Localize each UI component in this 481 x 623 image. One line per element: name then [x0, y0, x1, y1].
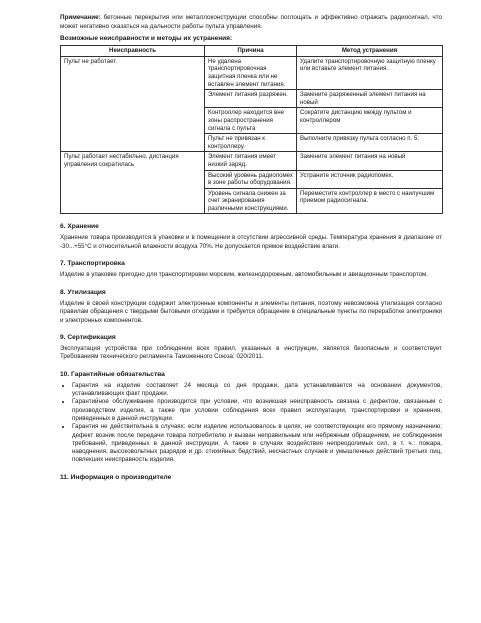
- fix-cell: Сократите дистанцию между пультом и контроллером: [297, 108, 443, 134]
- cause-cell: Контроллер находится вне зоны распространения сигнала с пульта: [205, 108, 297, 134]
- section-10-heading: 10. Гарантийные обязательства: [60, 370, 165, 378]
- fault-cell: Пульт работает нестабильно, дистанция управления сократилась: [61, 152, 205, 214]
- list-item: • Гарантийное обслуживание производится при условии, что возникшая неисправность связана с дефектом, связанным с производством изделия, а также при условии соблюдения всех правил эксплуатации, транспортировки и хранения, приведенных в данной инструкции.: [72, 398, 442, 423]
- list-item: • Гарантия на изделие составляет 24 месяца со дня продажи, дата устанавливается на основании документов, устанавливающих факт продажи.: [72, 382, 442, 399]
- section-8-heading: 8. Утилизация: [60, 288, 106, 296]
- cause-cell: Уровень сигнала снижен за счет экранирования различными конструкциями.: [205, 188, 297, 214]
- header-fix: Метод устранения: [297, 46, 443, 57]
- cause-cell: Не удалена транспортировочная защитная пленка или не вставлен элемент питания.: [205, 56, 297, 89]
- table-row: [61, 56, 443, 89]
- cause-cell: Элемент питания имеет низкий заряд.: [205, 152, 297, 170]
- header-cause: Причина: [205, 46, 297, 57]
- cause-cell: Элемент питания разряжен.: [205, 90, 297, 108]
- table-row: [61, 152, 443, 170]
- warranty-list: [60, 382, 442, 465]
- fault-cell: Пульт не работает.: [61, 56, 205, 152]
- cause-cell: Высокий уровень радиопомех в зоне работы оборудования.: [205, 170, 297, 188]
- section-11-heading: 11. Информация о производителе: [60, 473, 172, 481]
- note-label: Примечание:: [60, 14, 101, 21]
- fix-cell: Замените разряженный элемент питания на новый: [297, 90, 443, 108]
- cause-cell: Пульт не привязан к контроллеру.: [205, 134, 297, 152]
- note-text: бетонные перекрытия или металлоконструкции способны поглощать и эффективно отражать радиосигнал, что может негативно сказаться на дальности работы пульта управления.: [60, 14, 442, 30]
- table-header-row: [61, 46, 443, 57]
- section-9-text: Эксплуатация устройства при соблюдении всех правил, указанных в инструкции, является безопасным и соответствует Требованиям технического регламента Таможенного Союза: 020/2011.: [60, 344, 442, 361]
- fix-cell: Удалите транспортировочную защитную пленку или вставьте элемент питания.: [297, 56, 443, 89]
- section-8-text: Изделие в своей конструкции содержит электронные компоненты и элементы питания, поэтому невозможна утилизация согласно правилам обращения с твердыми бытовыми отходами и требуется обращение в специальные пункты по переработке электроники и электронных компонентов.: [60, 299, 442, 324]
- troubleshooting-table: [60, 45, 443, 214]
- fix-cell: Выполните привязку пульта согласно п. 5.: [297, 134, 443, 152]
- fix-cell: Замените элемент питания на новый: [297, 152, 443, 170]
- section-9-heading: 9. Сертификация: [60, 333, 116, 341]
- troubleshooting-table-title: Возможные неисправности и методы их устранения:: [60, 35, 233, 43]
- fix-cell: Переместите контроллер в место с наилучшим приемом радиосигнала.: [297, 188, 443, 214]
- list-item: • Гарантия не действительна в случаях: если изделие использовалось в целях, не соответствующих его прямому назначению; дефект возник после передачи товара потребителю и вызван неправильным или небрежным обращением, не соблюдением требований, приведенных в данной инструкции. А также в случаях воздействия непреодолимых сил, в т. ч.: пожара, наводнения, высоковольтных разрядов и др. стихийных бедствий, несчастных случаев и умышленных действий третьих лиц, повлекших неисправность изделия.: [72, 423, 442, 464]
- document-page: [60, 14, 442, 485]
- fix-cell: Устраните источник радиопомех.: [297, 170, 443, 188]
- section-6-text: Хранение товара производится в упаковке и в помещении в отсутствии агрессивной среды. Температура хранения в диапазоне от -30...+55°С и относительной влажности воздуха 70%. Не допускается прямое воздействие влаги.: [60, 234, 442, 250]
- note-paragraph: [60, 14, 442, 31]
- section-7-text: Изделие в упаковке пригодно для транспортировки морским, железнодорожным, автомобильным и авиационным транспортом.: [60, 271, 429, 279]
- header-fault: Неисправность: [61, 46, 205, 57]
- section-6-heading: 6. Хранение: [60, 223, 99, 231]
- section-7-heading: 7. Транспортировка: [60, 260, 125, 268]
